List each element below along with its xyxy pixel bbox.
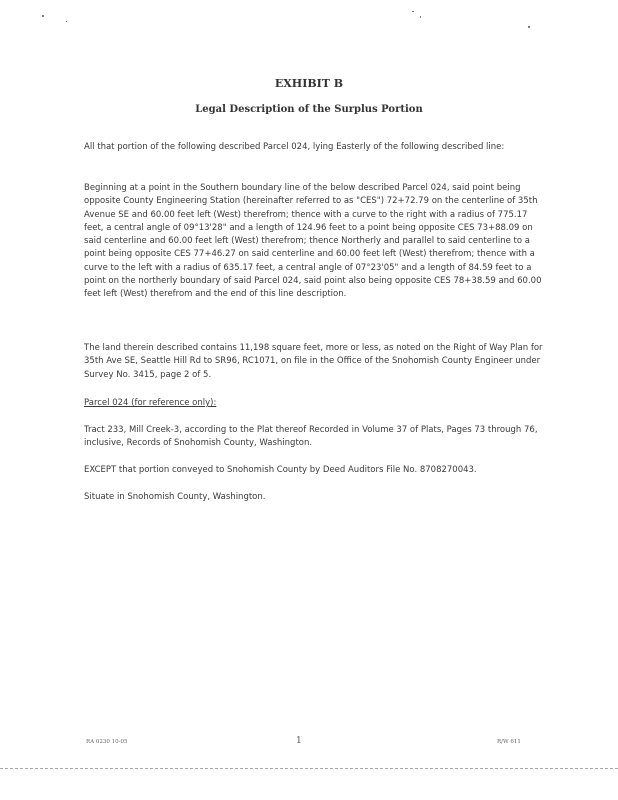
paragraph-text: Situate in Snohomish County, Washington. xyxy=(84,492,266,502)
scan-speck xyxy=(42,15,44,17)
footer-right-code: R/W 611 xyxy=(497,739,521,745)
paragraph-text: Beginning at a point in the Southern boundary line of the below described Parcel 024, said point being opposite County Engineering Station (hereinafter referred to as "CES") 72+72.79 on the centerline of 35th Avenue SE and 60.00 feet left (West) therefrom; thence with a curve to the right with a radius of 775.17 feet, a central angle of 09°13'28" and a length of 124.96 feet to a point being opposite CES 73+88.09 on said centerline and 60.00 feet left (West) therefrom; thence Northerly and parallel to said centerline to a point being opposite CES 77+46.27 on said centerline and 60.00 feet left (West) therefrom; thence with a curve to the left with a radius of 635.17 feet, a central angle of 07°23'05" and a length of 84.59 feet to a point on the northerly boundary of said Parcel 024, said point also being opposite CES 78+38.59 and 60.00 feet left (West) therefrom and the end of this line description. xyxy=(84,183,542,300)
tract-paragraph xyxy=(84,424,549,451)
scan-speck xyxy=(528,26,530,28)
footer-form-number: RA 0230 10-05 xyxy=(86,739,128,745)
intro-paragraph xyxy=(84,141,549,154)
paragraph-text: Tract 233, Mill Creek-3, according to the Plat thereof Recorded in Volume 37 of Plats, Pages 73 through 76, inclusive, Records of Snohomish County, Washington. xyxy=(84,425,538,449)
scan-speck xyxy=(66,21,67,22)
scan-edge-line xyxy=(0,768,618,769)
scan-speck xyxy=(420,16,421,18)
paragraph-text: The land therein described contains 11,198 square feet, more or less, as noted on the Right of Way Plan for 35th Ave SE, Seattle Hill Rd to SR96, RC1071, on file in the Office of the Snohomish County Engineer under Survey No. 3415, page 2 of 5. xyxy=(84,343,543,380)
paragraph-text: All that portion of the following described Parcel 024, lying Easterly of the following described line: xyxy=(84,142,505,152)
scan-speck xyxy=(412,11,414,12)
situate-paragraph xyxy=(84,491,549,504)
exception-paragraph xyxy=(84,464,549,477)
line-description-paragraph xyxy=(84,182,549,302)
document-title: EXHIBIT B xyxy=(274,77,344,90)
paragraph-text: EXCEPT that portion conveyed to Snohomish County by Deed Auditors File No. 8708270043. xyxy=(84,465,477,475)
parcel-reference-heading: Parcel 024 (for reference only): xyxy=(84,398,217,408)
document-subtitle: Legal Description of the Surplus Portion xyxy=(195,104,423,115)
area-paragraph xyxy=(84,342,549,382)
footer-page-number: 1 xyxy=(296,736,302,746)
